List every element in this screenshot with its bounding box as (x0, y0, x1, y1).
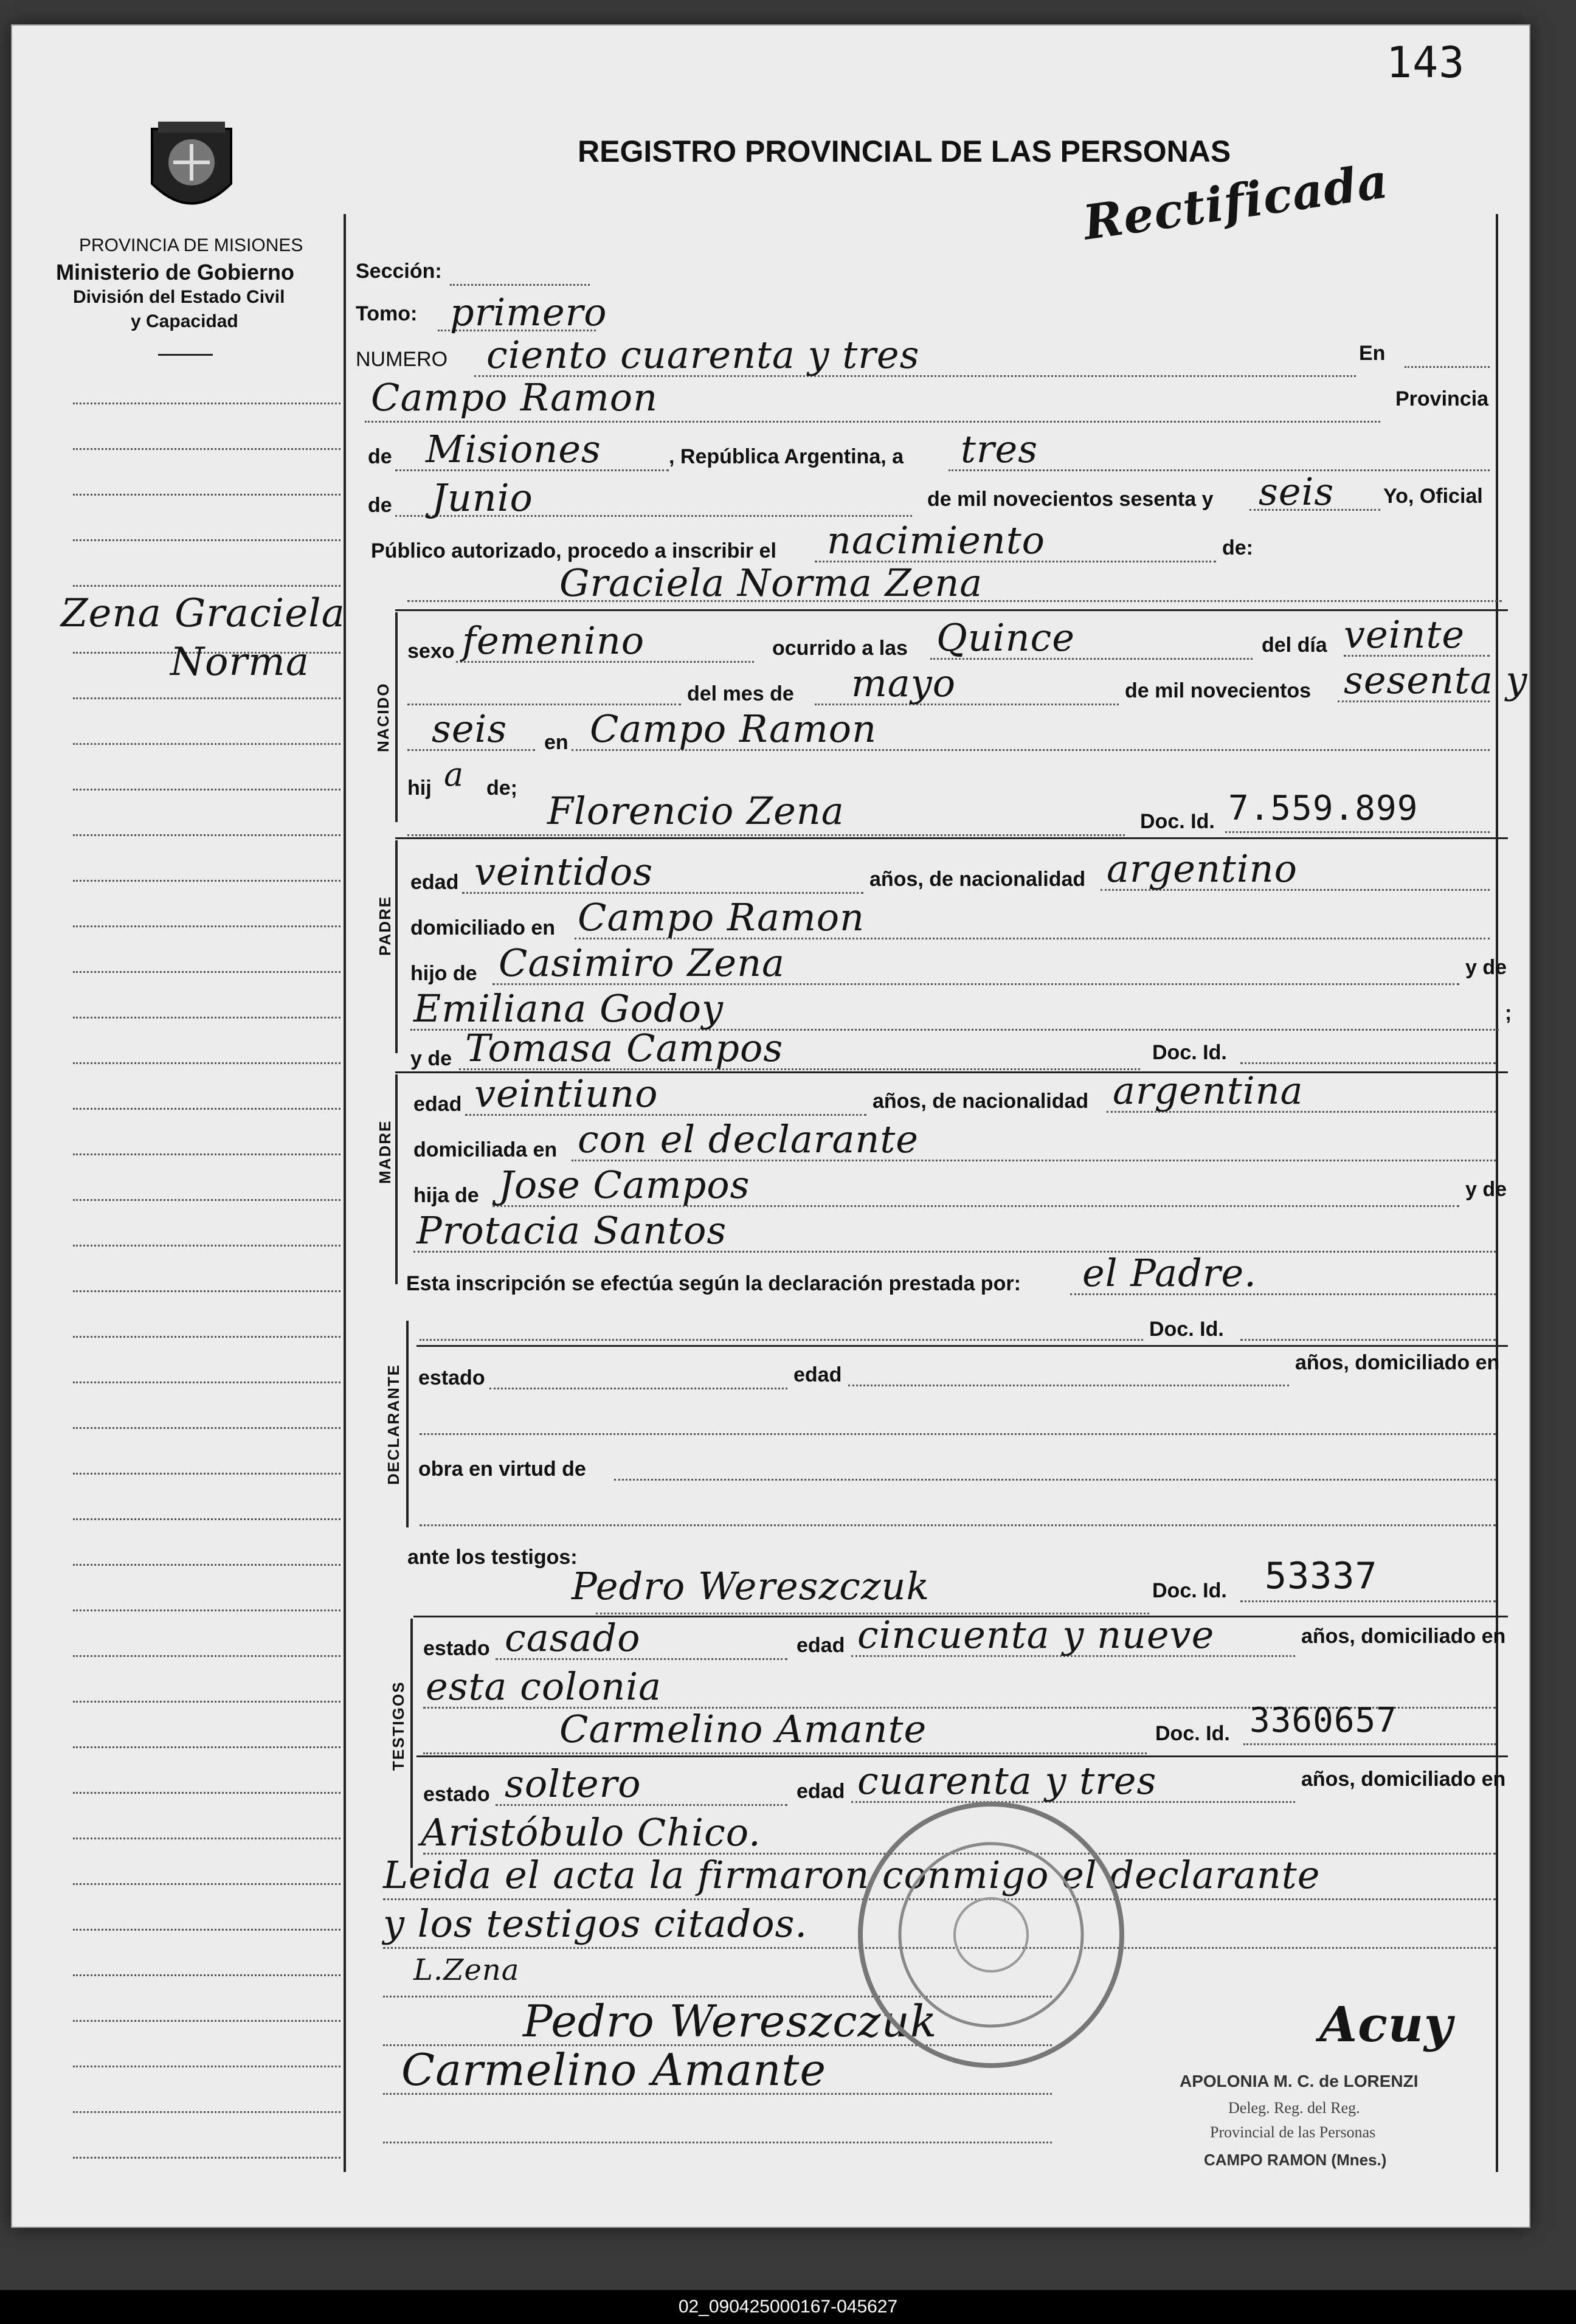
margin-note-line2: Norma (170, 640, 309, 685)
padre-hijo-de-label: hijo de (410, 962, 477, 985)
madre-dom-label: domiciliada en (413, 1138, 558, 1161)
madre-madre-value: Protacia Santos (416, 1208, 727, 1253)
acto-value: nacimiento (827, 518, 1045, 562)
madre-dom-value: con el declarante (578, 1117, 919, 1161)
testigo2-estado-value: soltero (505, 1762, 641, 1806)
official-stamp-line2: Deleg. Reg. del Reg. (1228, 2099, 1360, 2117)
tomo-label: Tomo: (356, 302, 418, 325)
testigo1-edad-value: cincuenta y nueve (857, 1613, 1215, 1657)
rectification-signature: Rectificada (1080, 153, 1392, 251)
testigo1-estado-value: casado (505, 1616, 641, 1660)
madre-nombre-value: Tomasa Campos (465, 1026, 784, 1070)
dia-nac-value: veinte (1344, 612, 1465, 657)
de2-label: de (368, 494, 392, 517)
madre-hija-de-label: hija de (413, 1184, 479, 1207)
official-stamp-line4: CAMPO RAMON (Mnes.) (1204, 2151, 1387, 2169)
signature-testigo-1: Pedro Wereszczuk (523, 1996, 938, 2047)
tomo-value: primero (450, 290, 607, 334)
closing-line-2: y los testigos citados. (383, 1901, 808, 1946)
official-stamp-line1: APOLONIA M. C. de LORENZI (1180, 2072, 1419, 2091)
padre-nombre-value: Florencio Zena (547, 789, 845, 833)
madre-anios-nac-label: años, de nacionalidad (873, 1090, 1089, 1113)
inscripcion-label: Esta inscripción se efectúa según la declaración prestada por: (406, 1272, 1021, 1295)
registry-seal-icon (851, 1795, 1131, 2075)
de-semi-label: de; (486, 776, 517, 800)
section-madre: MADRE (376, 1119, 394, 1184)
yo-oficial-label: Yo, Oficial (1383, 485, 1483, 508)
publico-label: Público autorizado, procedo a inscribir el (371, 539, 776, 562)
mil-sesenta-label: de mil novecientos sesenta y (927, 488, 1214, 511)
de-mil-label: de mil novecientos (1125, 679, 1312, 702)
mes-nac-value: mayo (851, 661, 956, 705)
testigo1-doc-value: 53337 (1265, 1555, 1378, 1597)
padre-edad-label: edad (410, 871, 459, 894)
madre-doc-label: Doc. Id. (1152, 1041, 1227, 1064)
testigo1-edad-label: edad (797, 1634, 845, 1657)
mes-value: Junio (432, 476, 533, 520)
padre-edad-value: veintidos (474, 849, 654, 894)
padre-doc-label: Doc. Id. (1140, 810, 1215, 833)
provincia-value: Misiones (426, 427, 601, 471)
hij-suffix-value: a (444, 755, 465, 794)
madre-edad-value: veintiuno (474, 1071, 658, 1116)
province-label: PROVINCIA DE MISIONES (79, 235, 303, 255)
testigo2-edad-value: cuarenta y tres (857, 1759, 1157, 1803)
padre-doc-value: 7.559.899 (1228, 789, 1419, 828)
numero-label: NUMERO (356, 348, 448, 371)
anio-nac-value: sesenta y (1344, 658, 1528, 702)
testigo2-edad-label: edad (797, 1780, 845, 1803)
testigo1-nombre-value: Pedro Wereszczuk (572, 1564, 930, 1608)
page-number: 143 (1386, 38, 1465, 88)
padre-dom-label: domiciliado en (410, 916, 556, 939)
del-dia-label: del día (1262, 634, 1327, 657)
sexo-value: femenino (462, 618, 645, 663)
sexo-label: sexo (407, 640, 455, 663)
madre-y-de-label: y de (410, 1047, 452, 1070)
madre-padre-value: Jose Campos (499, 1163, 750, 1207)
closing-line-1: Leida el acta la firmaron conmigo el declarante (383, 1853, 1321, 1897)
testigo2-doc-value: 3360657 (1249, 1701, 1398, 1740)
dia-value: tres (961, 427, 1039, 471)
section-testigos: TESTIGOS (389, 1681, 407, 1771)
anio-nac-value-2: seis (432, 707, 508, 751)
section-declarante: DECLARANTE (384, 1363, 403, 1485)
signature-declarante: L.Zena (413, 1953, 520, 1987)
section-padre: PADRE (376, 895, 394, 956)
signature-testigo-2: Carmelino Amante (401, 2044, 827, 2095)
padre-padre-value: Casimiro Zena (499, 941, 786, 985)
official-stamp-line3: Provincial de las Personas (1210, 2123, 1376, 2141)
division-label: División del Estado Civil (73, 287, 285, 307)
document-page (11, 24, 1530, 2228)
madre-y-de-label: y de (1465, 1178, 1507, 1201)
provincia-label: Provincia (1395, 387, 1489, 410)
ministry-label: Ministerio de Gobierno (56, 260, 295, 285)
de-label: de (368, 445, 392, 468)
testigo2-dom-value: Aristóbulo Chico. (421, 1810, 761, 1855)
padre-anios-nac-label: años, de nacionalidad (869, 868, 1086, 891)
declarante-edad-label: edad (793, 1363, 842, 1386)
testigo1-estado-label: estado (423, 1637, 490, 1660)
registry-title: REGISTRO PROVINCIAL DE LAS PERSONAS (578, 134, 1231, 168)
padre-y-de-label: y de (1465, 956, 1507, 979)
madre-nac-value: argentina (1113, 1068, 1304, 1113)
section-nacido: NACIDO (374, 682, 392, 752)
padre-madre-value: Emiliana Godoy (413, 986, 724, 1031)
testigo2-estado-label: estado (423, 1783, 490, 1806)
declarante-value: el Padre. (1082, 1251, 1257, 1295)
signature-official: Acuy (1319, 1996, 1453, 2053)
padre-dom-value: Campo Ramon (578, 895, 865, 939)
hij-label: hij (407, 776, 432, 800)
numero-value: ciento cuarenta y tres (486, 333, 920, 377)
en-value: Campo Ramon (371, 375, 658, 420)
testigo2-anios-dom-label: años, domiciliado en (1301, 1768, 1506, 1791)
division-label-2: y Capacidad (131, 311, 238, 331)
en-lower-label: en (544, 731, 569, 754)
padre-nac-value: argentino (1107, 846, 1298, 891)
republica-label: , República Argentina, a (669, 445, 904, 468)
nombre-value: Graciela Norma Zena (559, 561, 983, 605)
declarante-doc-label: Doc. Id. (1149, 1318, 1224, 1341)
semicolon-label: ; (1505, 1001, 1512, 1025)
lugar-nac-value: Campo Ramon (590, 707, 877, 751)
testigo1-dom-value: esta colonia (426, 1664, 662, 1709)
obra-label: obra en virtud de (418, 1458, 586, 1481)
ocurrido-label: ocurrido a las (772, 637, 908, 660)
hora-value: Quince (936, 615, 1075, 660)
declarante-estado-label: estado (418, 1366, 485, 1389)
testigo2-doc-label: Doc. Id. (1155, 1722, 1230, 1745)
en-label: En (1359, 342, 1386, 365)
declarante-anios-dom-label: años, domiciliado en (1295, 1351, 1500, 1374)
seccion-label: Sección: (356, 260, 442, 283)
testigo1-anios-dom-label: años, domiciliado en (1301, 1625, 1506, 1648)
province-crest-icon (140, 117, 243, 226)
testigo1-doc-label: Doc. Id. (1152, 1579, 1227, 1602)
anio-value: seis (1259, 469, 1335, 514)
margin-note-line1: Zena Graciela (61, 591, 345, 636)
de-colon-label: de: (1222, 536, 1253, 559)
del-mes-label: del mes de (687, 682, 794, 705)
image-id-bar: 02_090425000167-045627 (0, 2290, 1576, 2324)
madre-edad-label: edad (413, 1093, 462, 1116)
ante-label: ante los testigos: (407, 1546, 578, 1569)
testigo2-nombre-value: Carmelino Amante (559, 1707, 927, 1751)
